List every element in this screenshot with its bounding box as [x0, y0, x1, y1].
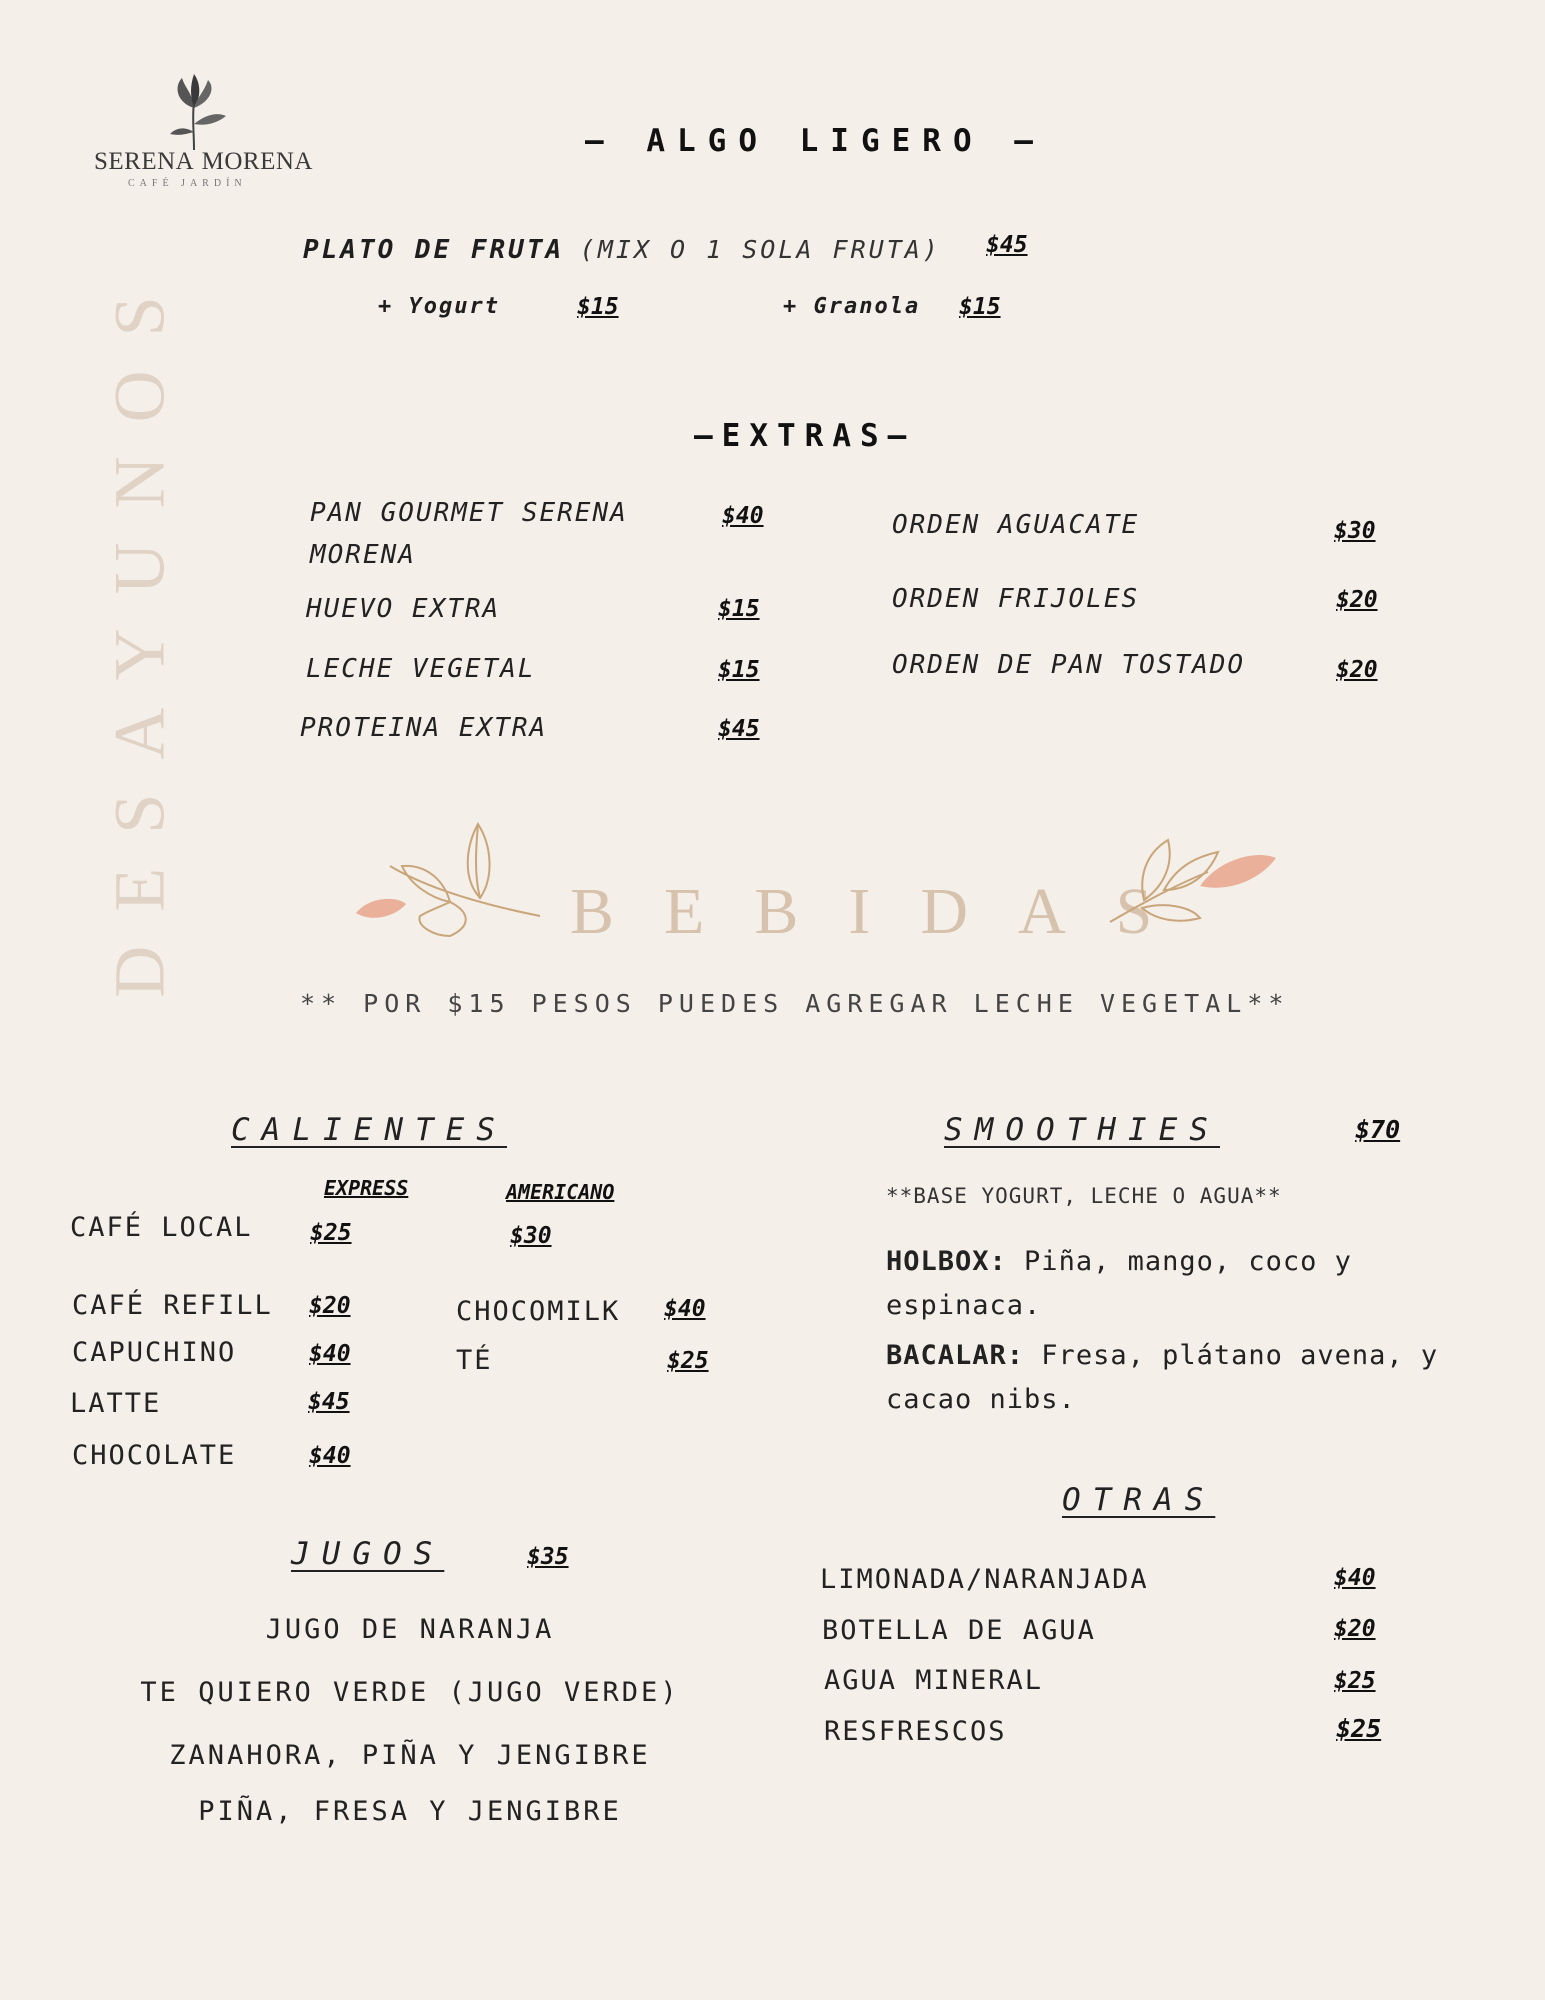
extra-leche-vegetal: LECHE VEGETAL	[306, 654, 536, 684]
otras-refrescos: RESFRESCOS	[824, 1716, 1007, 1747]
extra-frijoles: ORDEN FRIJOLES	[892, 584, 1140, 614]
smoothies-heading-text: SMOOTHIES	[944, 1112, 1220, 1148]
latte-price: $45	[308, 1389, 350, 1415]
fruit-plate-price: $45	[986, 232, 1028, 258]
addon-granola-label: + Granola	[783, 294, 921, 319]
smoothie-bacalar-name: BACALAR:	[886, 1340, 1025, 1371]
otras-refrescos-price: $25	[1336, 1714, 1382, 1743]
logo-name-left: SERENA	[94, 148, 193, 175]
chocomilk: CHOCOMILK	[456, 1296, 621, 1327]
smoothie-holbox-desc: Piña, mango, coco y espinaca.	[886, 1246, 1352, 1321]
smoothies-heading	[914, 1112, 1220, 1148]
jugo-item-2: TE QUIERO VERDE (JUGO VERDE)	[140, 1677, 680, 1708]
extra-huevo-price: $15	[718, 596, 760, 622]
extra-pan-gourmet-line2: MORENA	[310, 540, 416, 570]
side-title-text: DESAYUNOS	[99, 262, 180, 998]
otras-botella-agua: BOTELLA DE AGUA	[822, 1615, 1096, 1646]
jugo-item-4: PIÑA, FRESA Y JENGIBRE	[198, 1796, 622, 1827]
jugo-item-1: JUGO DE NARANJA	[265, 1614, 555, 1645]
smoothie-bacalar	[886, 1334, 1476, 1422]
extra-pan-tostado-price: $20	[1336, 657, 1378, 683]
chocolate-price: $40	[309, 1443, 351, 1469]
side-title	[99, 262, 180, 998]
latte: LATTE	[70, 1388, 162, 1419]
jugos-heading-text: JUGOS	[291, 1536, 445, 1572]
extra-aguacate: ORDEN AGUACATE	[892, 510, 1140, 540]
smoothies-note: **BASE YOGURT, LECHE O AGUA**	[886, 1184, 1282, 1208]
otras-heading-text: OTRAS	[1062, 1482, 1216, 1518]
cafe-local-americano-price: $30	[510, 1223, 552, 1249]
te-price: $25	[667, 1348, 709, 1374]
extra-pan-tostado: ORDEN DE PAN TOSTADO	[892, 650, 1246, 680]
extra-proteina-price: $45	[718, 716, 760, 742]
extra-proteina: PROTEINA EXTRA	[300, 713, 548, 743]
col-express: EXPRESS	[324, 1176, 409, 1200]
col-americano: AMERICANO	[506, 1180, 615, 1204]
smoothies-price: $70	[1355, 1115, 1401, 1144]
extra-pan-gourmet-line1: PAN GOURMET SERENA	[310, 498, 628, 528]
extra-leche-vegetal-price: $15	[718, 657, 760, 683]
otras-agua-mineral: AGUA MINERAL	[824, 1665, 1044, 1696]
fruit-plate-desc: (MIX O 1 SOLA FRUTA)	[579, 235, 941, 264]
calientes-heading-text: CALIENTES	[231, 1112, 507, 1148]
addon-yogurt	[378, 294, 500, 319]
cafe-local: CAFÉ LOCAL	[70, 1212, 253, 1243]
algo-ligero-heading: – ALGO LIGERO –	[585, 123, 1045, 159]
smoothie-holbox	[886, 1240, 1476, 1328]
bebidas-note: ** POR $15 PESOS PUEDES AGREGAR LECHE VEGETAL**	[300, 989, 1290, 1018]
addon-yogurt-label: + Yogurt	[378, 294, 500, 319]
chocomilk-price: $40	[664, 1296, 706, 1322]
addon-granola	[783, 294, 920, 319]
extra-pan-gourmet-price: $40	[722, 503, 764, 529]
extra-aguacate-price: $30	[1334, 518, 1376, 544]
logo	[90, 72, 313, 192]
chocolate: CHOCOLATE	[72, 1440, 237, 1471]
jugos-price: $35	[527, 1544, 569, 1570]
capuchino: CAPUCHINO	[72, 1337, 237, 1368]
otras-agua-mineral-price: $25	[1334, 1668, 1376, 1694]
jugos-heading	[261, 1536, 474, 1572]
cafe-refill: CAFÉ REFILL	[72, 1290, 273, 1321]
leaf-right-icon	[1108, 834, 1278, 934]
logo-name-right: MORENA	[201, 148, 313, 175]
leaf-left-icon	[350, 818, 550, 948]
smoothie-bacalar-desc: Fresa, plátano avena, y cacao nibs.	[886, 1340, 1439, 1415]
otras-limonada-price: $40	[1334, 1565, 1376, 1591]
fruit-plate-row	[303, 235, 941, 265]
tulip-logo-icon	[156, 72, 236, 152]
addon-granola-price: $15	[959, 294, 1001, 320]
jugo-item-3: ZANAHORA, PIÑA Y JENGIBRE	[169, 1740, 651, 1771]
bebidas-title: BEBIDAS	[570, 875, 1203, 948]
addon-yogurt-price: $15	[577, 294, 619, 320]
extra-huevo: HUEVO EXTRA	[306, 594, 501, 624]
cafe-local-express-price: $25	[310, 1220, 352, 1246]
extra-frijoles-price: $20	[1336, 587, 1378, 613]
otras-heading	[1032, 1482, 1215, 1518]
fruit-plate-name: PLATO DE FRUTA	[303, 235, 565, 265]
otras-limonada: LIMONADA/NARANJADA	[820, 1564, 1149, 1595]
te: TÉ	[456, 1345, 493, 1376]
cafe-refill-price: $20	[309, 1293, 351, 1319]
capuchino-price: $40	[309, 1341, 351, 1367]
calientes-heading	[201, 1112, 517, 1148]
otras-botella-agua-price: $20	[1334, 1616, 1376, 1642]
smoothie-holbox-name: HOLBOX:	[886, 1246, 1007, 1277]
extras-heading: –EXTRAS–	[694, 418, 916, 454]
logo-subtitle: CAFÉ JARDÍN	[128, 178, 247, 189]
